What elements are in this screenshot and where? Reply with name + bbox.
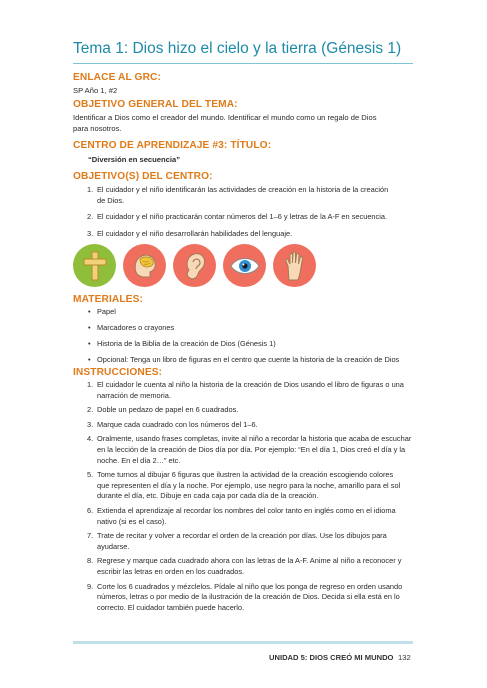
list-item: 4. Oralmente, usando frases completas, invite al niño a recordar la historia que acaba de escuchar en la lección de la creación de Dios día por día. Por ejemplo: “En el día 1, Dios creó el día y la noche. En el día 2…” etc. — [87, 434, 412, 465]
list-item: • Marcadores o crayones — [88, 323, 175, 333]
hand-icon — [273, 244, 316, 287]
eye-icon — [223, 244, 266, 287]
list-item: • Papel — [88, 307, 116, 316]
footer-unit-label: UNIDAD 5: DIOS CREÓ MI MUNDO — [269, 653, 394, 662]
footer-divider — [73, 641, 413, 644]
list-item: 1. El cuidador y el niño identificarán las actividades de creación en la historia de la creación de Dios. — [87, 185, 389, 205]
list-item: 2. El cuidador y el niño practicarán contar números del 1–6 y letras de la A-F en secuencia. — [87, 212, 388, 222]
list-item: 2. Doble un pedazo de papel en 6 cuadrados. — [87, 405, 239, 415]
list-item: 7. Trate de recitar y volver a recordar el orden de la creación por días. Use los dibujos para ayudarse. — [87, 531, 387, 551]
ear-icon — [173, 244, 216, 287]
objetivo-general-heading: OBJETIVO GENERAL DEL TEMA: — [73, 99, 238, 110]
list-item: 5. Tome turnos al dibujar 6 figuras que ilustren la actividad de la creación escogiendo colores que representen el día y la noche. Por ejemplo, use negro para la noche, amarillo para el sol durante el día, etc. Dibuje en cada caja por cada día de la creación. — [87, 470, 401, 501]
list-item: 9. Corte los 6 cuadrados y mézclelos. Pídale al niño que los ponga de regreso en orden usando números, letras o por medio de la ilustración de la creación de Dios. Decida si ella está en lo correcto. El cuidador también puede hacerlo. — [87, 581, 403, 612]
objetivo-general-text-1: Identificar a Dios como el creador del mundo. Identificar el mundo como un regalo de Dios — [73, 113, 377, 122]
list-item: 3. Marque cada cuadrado con los números del 1–6. — [87, 419, 258, 429]
brain-icon — [123, 244, 166, 287]
instrucciones-heading: INSTRUCCIONES: — [73, 367, 163, 378]
list-item: • Opcional: Tenga un libro de figuras en el centro que cuente la historia de la creación de Dios — [88, 355, 400, 365]
materiales-list — [73, 307, 413, 366]
instrucciones-list — [73, 380, 413, 613]
title-divider — [73, 63, 413, 64]
centro-heading: CENTRO DE APRENDIZAJE #3: TÍTULO: — [73, 140, 272, 151]
objetivo-general-text-2: para nosotros. — [73, 124, 122, 133]
objetivos-list — [73, 185, 413, 239]
list-item: 8. Regrese y marque cada cuadrado ahora con las letras de la A-F. Anime al niño a reconocer y escribir las letras en orden en los cuadrados. — [87, 556, 402, 576]
materiales-heading: MATERIALES: — [73, 294, 143, 305]
list-item: • Historia de la Biblia de la creación de Dios (Génesis 1) — [88, 339, 276, 349]
enlace-text: SP Año 1, #2 — [73, 86, 118, 95]
page-number: 132 — [398, 653, 411, 662]
list-item: 3. El cuidador y el niño desarrollarán habilidades del lenguaje. — [87, 228, 293, 238]
learning-icons-row — [73, 244, 316, 287]
centro-title-quote: “Diversión en secuencia” — [88, 155, 181, 164]
cross-icon — [73, 244, 116, 287]
list-item: 1. El cuidador le cuenta al niño la historia de la creación de Dios usando el libro de figuras o una narración de memoria. — [87, 380, 404, 400]
enlace-heading: ENLACE AL GRC: — [73, 72, 161, 83]
list-item: 6. Extienda el aprendizaje al recordar los nombres del color tanto en inglés como en el idioma nativo (si es el caso). — [87, 505, 396, 526]
objetivos-heading: OBJETIVO(S) DEL CENTRO: — [73, 171, 213, 182]
page-title: Tema 1: Dios hizo el cielo y la tierra (Génesis 1) — [73, 40, 402, 57]
